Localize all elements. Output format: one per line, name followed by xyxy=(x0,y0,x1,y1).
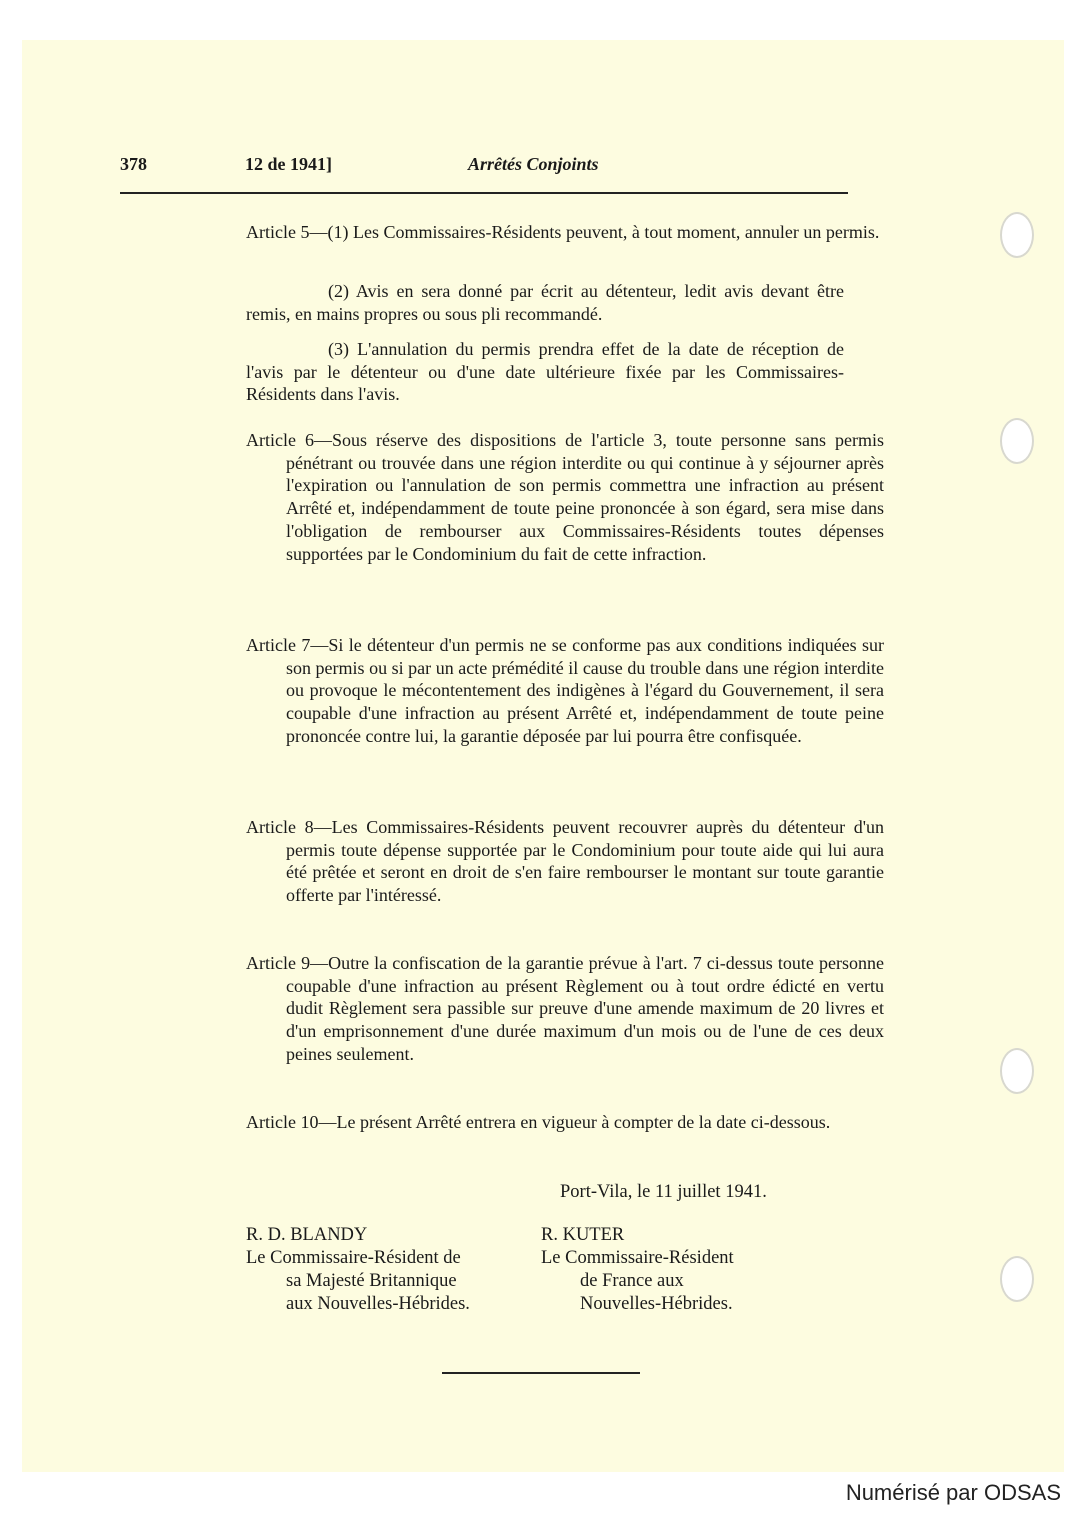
article-7: Article 7—Si le détenteur d'un permis ne se conforme pas aux conditions indiquées sur son permis ou si par un acte prémédité il cause du trouble dans une région interdite ou provoque le mécontentement des indigènes à l'égard du Gouvernement, il sera coupable d'une infraction au présent Arrêté et, indépendamment de toute peine prononcée contre lui, la garantie déposée par lui pourra être confisquée. xyxy=(246,635,884,746)
signatory-french-title-2: de France aux xyxy=(580,1271,684,1291)
signatory-british-name: R. D. BLANDY xyxy=(246,1225,368,1245)
signatory-british-title-2: sa Majesté Britannique xyxy=(286,1271,457,1291)
signatory-french-title-3: Nouvelles-Hébrides. xyxy=(580,1294,733,1314)
digitization-credit: Numérisé par ODSAS xyxy=(845,1480,1061,1505)
signatory-british-title-3: aux Nouvelles-Hébrides. xyxy=(286,1294,470,1314)
header-rule xyxy=(120,192,848,194)
signatory-french-name: R. KUTER xyxy=(541,1225,625,1245)
punch-hole-2 xyxy=(1000,418,1034,464)
running-title: Arrêtés Conjoints xyxy=(468,154,599,174)
place-date: Port-Vila, le 11 juillet 1941. xyxy=(560,1182,767,1202)
punch-hole-3 xyxy=(1000,1048,1034,1094)
article-10: Article 10—Le présent Arrêté entrera en vigueur à compter de la date ci-dessous. xyxy=(246,1112,831,1132)
article-6: Article 6—Sous réserve des dispositions de l'article 3, toute personne sans permis pénétrant ou trouvée dans une région interdite ou qui continue à y séjourner après l'expiration ou l'annulation de son permis commettra une infraction au présent Arrêté et, indépendamment de toute peine prononcée à son égard, sera mise dans l'obligation de rembourser aux Commissaires-Résidents toutes dépenses supportées par le Condominium du fait de cette infraction. xyxy=(246,430,884,564)
article-5-paragraph-2: (2) Avis en sera donné par écrit au détenteur, ledit avis devant être remis, en mains propres ou sous pli recommandé. xyxy=(246,281,844,324)
signatory-french-title-1: Le Commissaire-Résident xyxy=(541,1248,734,1268)
signatory-british-title-1: Le Commissaire-Résident de xyxy=(246,1248,461,1268)
article-8: Article 8—Les Commissaires-Résidents peuvent recouvrer auprès du détenteur d'un permis toute dépense supportée par le Condominium pour toute aide qui lui aura été prêtée et seront en droit de s'en faire rembourser le montant sur toute garantie offerte par l'intéressé. xyxy=(246,817,884,906)
article-9: Article 9—Outre la confiscation de la garantie prévue à l'art. 7 ci-dessus toute personne coupable d'une infraction au présent Règlement ou à tout ordre édicté en vertu dudit Règlement sera passible sur preuve d'une amende maximum de 20 livres et d'un emprisonnement d'une durée maximum d'un mois ou de l'une de ces deux peines seulement. xyxy=(246,953,884,1064)
issue-label: 12 de 1941] xyxy=(245,154,332,174)
punch-hole-4 xyxy=(1000,1256,1034,1302)
article-5-paragraph-3: (3) L'annulation du permis prendra effet de la date de réception de l'avis par le détenteur ou d'une date ultérieure fixée par les Commissaires-Résidents dans l'avis. xyxy=(246,339,844,405)
page-number: 378 xyxy=(120,154,147,174)
punch-hole-1 xyxy=(1000,212,1034,258)
article-5: Article 5—(1) Les Commissaires-Résidents peuvent, à tout moment, annuler un permis. xyxy=(246,222,880,242)
closing-rule xyxy=(442,1372,640,1374)
